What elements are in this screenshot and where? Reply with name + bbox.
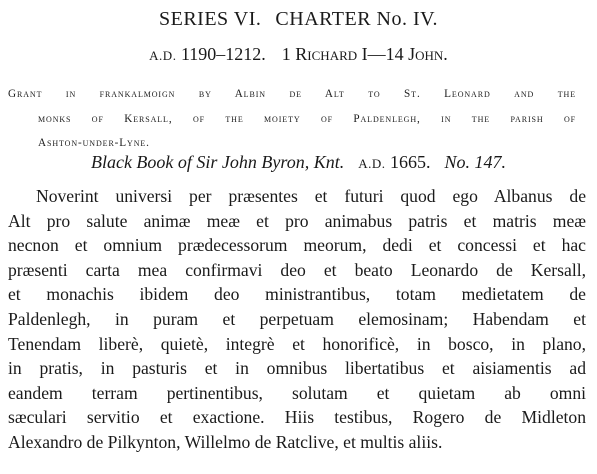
grant-line: Ashton-under-Lyne. [38,137,150,150]
text-line: eandem terram pertinentibus, solutam et quietam ab omni [8,382,586,403]
text-line: et monachis ibidem deo ministrantibus, totam medietatem de [8,284,586,305]
grant-line: Grant in frankalmoign by Albin de Alt to St. Leonard and the [8,88,576,100]
grant-line: monks of Kersall, of the moiety of Paldenlegh, in the parish of [38,112,576,125]
source-book: Black Book of Sir John Byron, Knt. [90,152,345,172]
source-citation [0,152,597,173]
date-years: 1190–1212. [180,44,266,64]
series-heading [0,8,597,31]
date-era: A.D. [149,48,177,63]
series-number: SERIES VI. [158,8,262,30]
text-line: præsenti carta mea confirmavi deo et beato Leonardo de Kersall, [8,259,586,280]
charter-text [8,184,586,455]
date-line [0,44,597,65]
text-line: Paldenlegh, in puram et perpetuam elemosinam; Habendam et [8,308,586,329]
source-year: 1665. [390,152,431,172]
regnal-years: 1 Richard I—14 John. [281,44,448,64]
grant-summary [8,86,576,160]
source-era: A.D. [358,156,386,171]
text-line: in pratis, in pasturis et in omnibus libertatibus et aisiamentis ad [8,358,586,379]
text-line: necnon et omnium prædecessorum meorum, dedi et concessi et hac [8,235,586,256]
charter-number: CHARTER No. IV. [275,8,439,30]
source-number: No. 147. [444,152,507,172]
text-line: Noverint universi per præsentes et futuri quod ego Albanus de [36,186,586,206]
text-line: Alt pro salute animæ meæ et pro animabus patris et matris meæ [8,210,586,231]
text-line: sæculari servitio et exactione. Hiis testibus, Rogero de Midleton [8,407,586,428]
text-line: Tenendam liberè, quietè, integrè et honorificè, in bosco, in plano, [8,333,586,354]
text-line: Alexandro de Pilkynton, Willelmo de Ratclive, et multis aliis. [8,431,443,452]
